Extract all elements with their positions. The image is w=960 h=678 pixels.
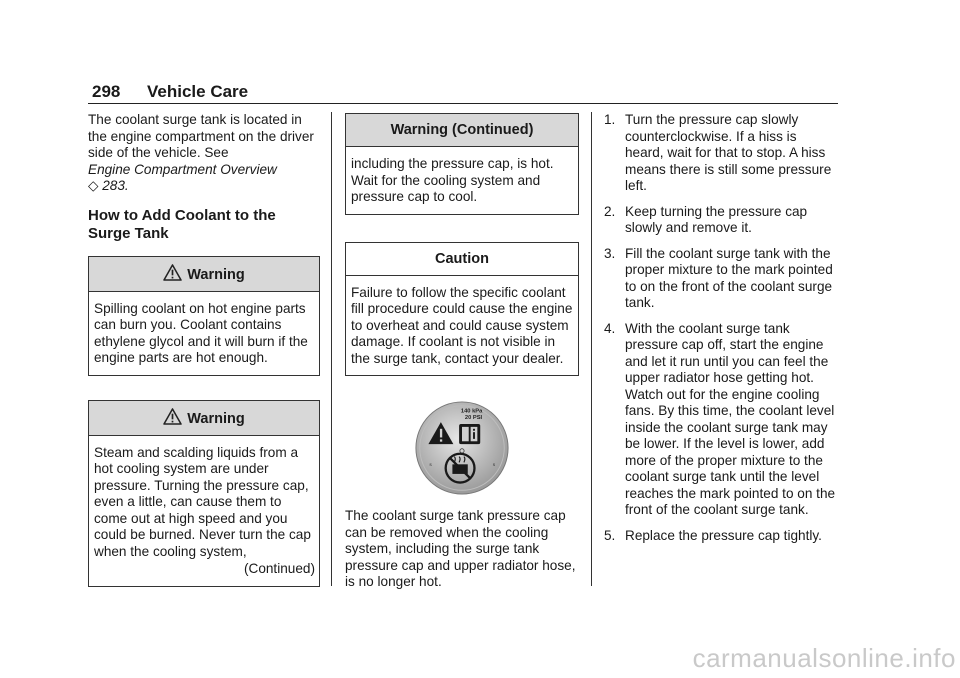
svg-text:s: s bbox=[429, 463, 432, 469]
continued-label: (Continued) bbox=[243, 561, 315, 576]
caution-box bbox=[345, 242, 579, 377]
step-number: 5. bbox=[604, 527, 616, 543]
step-item bbox=[604, 112, 838, 195]
intro-text bbox=[88, 112, 320, 195]
warning-box-title bbox=[89, 257, 319, 292]
caution-title: Caution bbox=[346, 243, 578, 276]
page-number: 298 bbox=[92, 82, 121, 101]
step-text: Fill the coolant surge tank with the proper mixture to the mark pointed to on the front of the coolant surge tank. bbox=[625, 245, 833, 310]
step-text: Replace the pressure cap tightly. bbox=[625, 527, 822, 543]
warning-body: Spilling coolant on hot engine parts can burn you. Coolant contains ethylene glycol and it will burn if the engine parts are hot enough. bbox=[94, 300, 308, 365]
column-1 bbox=[88, 112, 320, 587]
warning-box-title bbox=[89, 401, 319, 436]
column-2 bbox=[345, 113, 579, 591]
step-item bbox=[604, 321, 838, 519]
step-number: 4. bbox=[604, 320, 616, 336]
cap-psi-label: 20 PSI bbox=[464, 415, 483, 422]
section-heading: How to Add Coolant to the Surge Tank bbox=[88, 206, 276, 242]
watermark: carmanualsonline.info bbox=[692, 643, 956, 673]
step-text: With the coolant surge tank pressure cap off, start the engine and let it run until you can feel the upper radiator hose getting hot. Watch out for the engine cooling fans. By this time, the coolant level inside the coolant surge tank may be lower. If the level is lower, add more of the proper mixture to the coolant surge tank until the level reaches the mark pointed to on the front of the coolant surge tank. bbox=[625, 320, 836, 517]
warning-body bbox=[89, 436, 319, 586]
page-reference[interactable]: ◇ 283. bbox=[88, 178, 129, 193]
cap-kpa-label: 140 kPa bbox=[460, 408, 483, 415]
procedure-steps bbox=[604, 112, 838, 544]
intro-sentence: The coolant surge tank is located in the engine compartment on the driver side of the vehicle. See bbox=[88, 112, 314, 160]
column-3 bbox=[604, 112, 838, 553]
section-title: Vehicle Care bbox=[147, 82, 249, 101]
step-item bbox=[604, 246, 838, 312]
warning-body-text: Steam and scalding liquids from a hot cooling system are under pressure. Turning the pressure cap, even a little, can cause them to come out at high speed and you could be burned. Never turn the cap when the cooling system, bbox=[94, 444, 311, 559]
step-number: 1. bbox=[604, 112, 616, 127]
caution-body: Failure to follow the specific coolant fill procedure could cause the engine to overheat and could cause system damage. If coolant is not visible in the surge tank, contact your dealer. bbox=[351, 284, 573, 366]
warning-box-spill bbox=[88, 256, 320, 376]
warning-title-text: Warning bbox=[187, 266, 245, 283]
engine-compartment-link[interactable]: Engine Compartment Overview bbox=[88, 161, 277, 177]
warning-continued-title: Warning (Continued) bbox=[346, 114, 578, 147]
warning-continued-box bbox=[345, 113, 579, 215]
step-item bbox=[604, 528, 838, 545]
cap-caption: The coolant surge tank pressure cap can be removed when the cooling system, including the surge tank pressure cap and upper radiator hose, is no longer hot. bbox=[345, 508, 576, 589]
svg-text:s: s bbox=[492, 463, 496, 469]
warning-title-text: Warning bbox=[187, 410, 245, 427]
page-header bbox=[92, 82, 248, 102]
column-divider bbox=[331, 112, 332, 586]
warning-triangle-icon bbox=[163, 264, 182, 281]
step-text: Turn the pressure cap slowly counterclockwise. If a hiss is heard, wait for that to stop. A hiss means there is still some pressure left. bbox=[625, 112, 832, 193]
warning-continued-body: including the pressure cap, is hot. Wait for the cooling system and pressure cap to cool. bbox=[351, 156, 554, 204]
pressure-cap-illustration bbox=[414, 400, 510, 496]
warning-triangle-icon bbox=[163, 408, 182, 425]
step-number: 3. bbox=[604, 245, 616, 261]
column-divider bbox=[591, 112, 592, 586]
step-item bbox=[604, 204, 838, 237]
step-text: Keep turning the pressure cap slowly and remove it. bbox=[625, 203, 808, 235]
step-number: 2. bbox=[604, 203, 616, 219]
header-rule bbox=[88, 103, 838, 104]
warning-box-steam bbox=[88, 400, 320, 587]
